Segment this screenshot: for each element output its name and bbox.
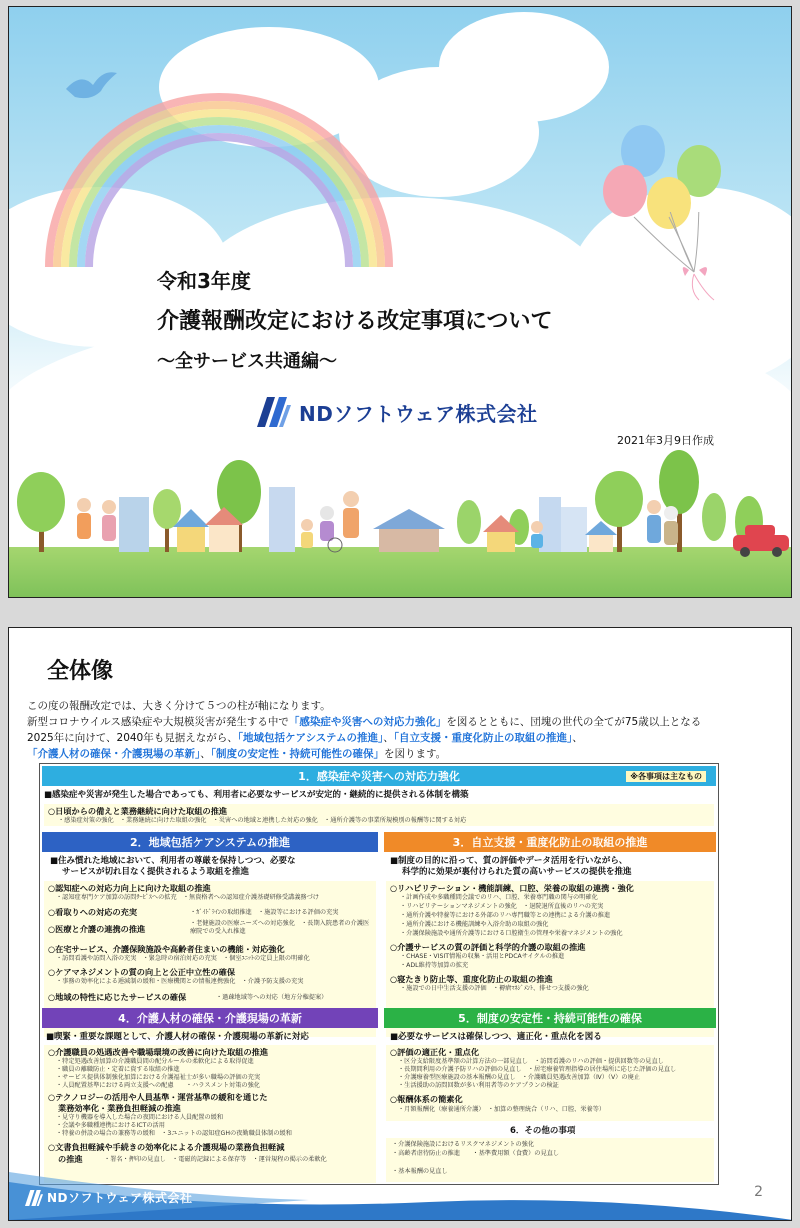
other-detail: ・高齢者虐待防止の推進 ・基準費用額（食費）の見直し [392, 1150, 560, 1157]
pillar-5-detail: ・生活援助の訪問回数が多い利用者等のケアプランの検証 [398, 1082, 559, 1089]
intro-line [27, 746, 787, 762]
town-illustration [9, 447, 792, 557]
pillar-4-header [42, 1008, 378, 1028]
pillar-4-detail: ・署名・押印の見直し ・電磁的記録による保存等 ・運営規程の掲示の柔軟化 [104, 1156, 327, 1163]
intro-text-span: 、 [200, 748, 211, 760]
slide-title: 全体像 [47, 659, 114, 684]
footer-logo [25, 1189, 193, 1206]
pillar-highlight: 「感染症や災害への対応力強化」 [288, 716, 447, 728]
pillar-1-header [42, 766, 716, 786]
pillar-4-item: ○テクノロジーの活用や人員基準・運営基準の緩和を通じた [48, 1092, 268, 1102]
pillar-highlight: 「地域包括ケアシステムの推進」 [237, 732, 384, 744]
footer-company-name: NDソフトウェア株式会社 [47, 1191, 193, 1205]
intro-line: この度の報酬改定では、大きく分けて５つの柱が軸になります。 [27, 700, 331, 712]
pillar-2-item: ○看取りへの対応の充実 [48, 907, 138, 917]
pillar-3-item: ○リハビリテーション・機能訓練、口腔、栄養の取組の連携・強化 [390, 883, 634, 893]
pillar-highlight: 「介護人材の確保・介護現場の革新」 [27, 748, 201, 760]
title-block [157, 265, 553, 373]
pillar-4-detail: ・人員配置基準における両立支援への配慮 ・ハラスメント対策の強化 [56, 1082, 260, 1089]
balloon-strings [619, 212, 729, 302]
pillar-5-item: ○評価の適正化・重点化 [390, 1047, 480, 1057]
intro-text-span: 、 [383, 732, 394, 744]
pillar-3-detail: ・通所介護における機能訓練や入浴介助の取組の強化 [400, 921, 549, 928]
pillar-5-item: ○報酬体系の簡素化 [390, 1094, 463, 1104]
pillar-3-detail: ・CHASE・VISIT情報の収集・活用とPDCAサイクルの推進 [400, 953, 565, 960]
pillar-3-detail: ・通所介護や特養等における外部のリハ専門職等との連携による介護の推進 [400, 912, 611, 919]
cloud [439, 12, 609, 122]
pillar-5-title: 5．制度の安定性・持続可能性の確保 [458, 1012, 642, 1025]
title-year: 令和3年度 [157, 269, 251, 293]
pillar-4-detail: ・職員の離職防止・定着に資する取組の推進 [56, 1066, 180, 1073]
pillar-1-item: ○日頃からの備えと業務継続に向けた取組の推進 [48, 806, 228, 816]
pillar-2-detail: ・訪問看護や訪問入浴の充実 ・緊急時の宿泊対応の充実 ・個室ﾕﾆｯﾄの定員上限の明確化 [56, 955, 310, 962]
pillar-4-item: ○介護職員の処遇改善や職場環境の改善に向けた取組の推進 [48, 1047, 269, 1057]
pillar-2-detail: ・老健施設の医療ニーズへの対応強化 ・長期入院患者の介護医療院での受入れ推進 [190, 920, 370, 935]
pillar-5-header [384, 1008, 716, 1028]
pillar-2-detail: ・認知症専門ケア加算の訪問ｻｰﾋﾞｽへの拡充 ・無資格者への認知症介護基礎研修受講義務づけ [56, 894, 319, 901]
page-number: 2 [754, 1184, 763, 1200]
pillar-2-item: ○在宅サービス、介護保険施設や高齢者住まいの機能・対応強化 [48, 944, 285, 954]
intro-line [27, 730, 787, 746]
pillar-4-detail: ・サービス提供体制強化加算における介護福祉士が多い職場の評価の充実 [56, 1074, 261, 1081]
overview-panel [39, 763, 719, 1185]
pillar-3-lead: ■制度の目的に沿って、質の評価やデータ活用を行いながら、 [390, 856, 628, 866]
pillar-5-detail: ・月額報酬化（療養通所介護） ・加算の整理統合（リハ、口腔、栄養等） [398, 1106, 606, 1113]
pillar-4-detail: ・見守り機器を導入した場合の夜間における人員配置の緩和 [56, 1114, 224, 1121]
pillar-2-header [42, 832, 378, 852]
pillar-4-item: ○文書負担軽減や手続きの効率化による介護現場の業務負担軽減 [48, 1142, 285, 1152]
page-subtitle: 〜全サービス共通編〜 [157, 351, 337, 372]
pillar-3-detail: ・リハビリテーションマネジメントの強化 ・退院退所直後のリハの充実 [400, 903, 604, 910]
pillar-3-detail: ・ADL維持等加算の拡充 [400, 962, 469, 969]
pillar-3-item: ○寝たきり防止等、重度化防止の取組の推進 [390, 974, 553, 984]
pillar-4-item: 業務効率化・業務負担軽減の推進 [58, 1103, 181, 1113]
pillar-5-detail: ・長期間利用の介護予防リハの評価の見直し ・居宅療養管理指導の居住場所に応じた評価の見直し [398, 1066, 677, 1073]
pillar-3-detail: ・施設での日中生活支援の評価 ・褥瘡ﾏﾈｼﾞﾒﾝﾄ、排せつ支援の強化 [400, 985, 589, 992]
company-name: NDソフトウェア株式会社 [299, 401, 538, 426]
bird-icon [61, 67, 121, 107]
pillar-1-detail: ・感染症対策の強化 ・業務継続に向けた取組の強化 ・災害への地域と連携した対応の強化 ・通所介護等の事業所規模別の報酬等に関する対応 [58, 817, 467, 824]
pillar-2-lead: ■住み慣れた地域において、利用者の尊厳を保持しつつ、必要な [50, 856, 296, 866]
other-detail: ・介護保険施設におけるリスクマネジメントの強化 [392, 1141, 535, 1148]
pillar-2-detail: ・事務の効率化による逓減制の緩和・医療機関との情報連携強化 ・介護予防支援の充実 [56, 978, 304, 985]
other-detail: ・基本報酬の見直し [392, 1168, 448, 1175]
company-logo [257, 397, 538, 427]
pillar-5-detail: ・介護療養型医療施設の基本報酬の見直し ・介護職員処遇改善加算（Ⅳ）（Ⅴ）の廃止 [398, 1074, 640, 1081]
pillar-2-item: ○地域の特性に応じたサービスの確保 [48, 992, 187, 1002]
pillar-highlight: 「自立支援・重度化防止の取組の推進」 [393, 732, 573, 744]
intro-text-span: 、 [572, 732, 583, 744]
nd-logo-icon [25, 1190, 43, 1206]
pillar-2-item: ○認知症への対応力向上に向けた取組の推進 [48, 883, 211, 893]
pillar-4-lead: ■喫緊・重要な課題として、介護人材の確保・介護現場の革新に対応 [46, 1032, 309, 1042]
pillar-4-detail: ・特養の併設の場合の兼務等の緩和 ・3ユニットの認知症GHの夜勤職員体制の緩和 [56, 1130, 292, 1137]
pillar-highlight: 「制度の安定性・持続可能性の確保」 [210, 748, 384, 760]
pillar-5-detail: ・区分支給限度基準額の計算方法の一部見直し ・訪問看護のリハの評価・提供回数等の見直し [398, 1058, 664, 1065]
creation-date: 2021年3月9日作成 [617, 434, 714, 447]
overview-slide [8, 627, 792, 1221]
note-badge: ※各事項は主なもの [626, 771, 706, 782]
pillar-2-lead: サービスが切れ目なく提供されるよう取組を推進 [62, 867, 250, 877]
balloon [603, 165, 647, 217]
pillar-3-header [384, 832, 716, 852]
pillar-2-detail: ・過疎地域等への対応（地方分権提案） [216, 994, 328, 1001]
intro-text-span: を図るとともに、団塊の世代の全てが75歳以上となる [446, 716, 702, 728]
intro-text [27, 698, 787, 762]
intro-text-span: を図ります。 [384, 748, 447, 760]
pillar-2-title: 2．地域包括ケアシステムの推進 [129, 836, 291, 849]
pillar-1-title: 1．感染症や災害への対応力強化 [298, 770, 460, 783]
pillar-2-item: ○医療と介護の連携の推進 [48, 924, 146, 934]
pillar-3-item: ○介護サービスの質の評価と科学的介護の取組の推進 [390, 942, 586, 952]
pillar-3-lead: 科学的に効果が裏付けられた質の高いサービスの提供を推進 [402, 867, 632, 877]
pillar-2-item: ○ケアマネジメントの質の向上と公正中立性の確保 [48, 967, 236, 977]
pillar-4-detail: ・特定処遇改善加算の介護職員間の配分ルールの柔軟化による取得促進 [56, 1058, 254, 1065]
intro-text-span: 2025年に向けて、2040年も見据えながら、 [27, 732, 238, 744]
pillar-4-title: 4．介護人材の確保・介護現場の革新 [118, 1012, 302, 1025]
page-title: 介護報酬改定における改定事項について [157, 309, 553, 334]
nd-logo-icon [257, 397, 291, 427]
other-items-header: 6．その他の事項 [510, 1126, 576, 1136]
intro-line [27, 714, 787, 730]
intro-text-span: 新型コロナウイルス感染症や大規模災害が発生する中で [27, 716, 289, 728]
pillar-4-item: の推進 [58, 1154, 83, 1164]
pillar-3-detail: ・計画作成や多職種間会議でのリハ、口腔、栄養専門職の関与の明確化 [400, 894, 598, 901]
pillar-2-detail: ・ｶﾞｲﾄﾞﾗｲﾝの取組推進 ・施設等における評価の充実 [190, 909, 339, 916]
pillar-1-lead: ■感染症や災害が発生した場合であっても、利用者に必要なサービスが安定的・継続的に提供される体制を構築 [44, 790, 469, 800]
pillar-5-lead: ■必要なサービスは確保しつつ、適正化・重点化を図る [390, 1032, 602, 1042]
title-slide [8, 6, 792, 598]
pillar-3-detail: ・介護保険施設や通所介護等における口腔衛生の管理や栄養マネジメントの強化 [400, 930, 623, 937]
pillar-4-detail: ・会議や多職種連携におけるICTの活用 [56, 1122, 165, 1129]
pillar-3-title: 3．自立支援・重度化防止の取組の推進 [452, 836, 648, 849]
